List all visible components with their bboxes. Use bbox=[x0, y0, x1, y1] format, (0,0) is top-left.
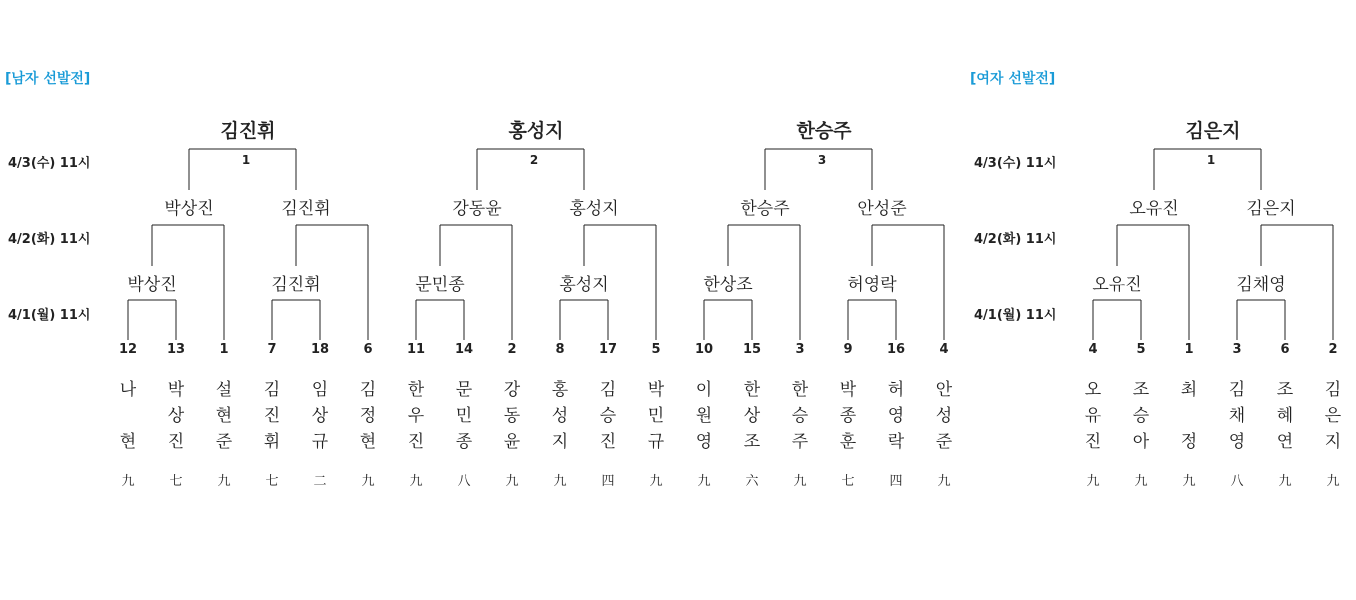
player-seed: 18 bbox=[310, 342, 330, 357]
player-name: 한 상 조 bbox=[743, 380, 761, 452]
men-section-label: [남자 선발전] bbox=[5, 71, 91, 87]
player-seed: 12 bbox=[118, 342, 138, 357]
player-name: 박 상 진 bbox=[167, 380, 185, 452]
player-name: 한 우 진 bbox=[407, 380, 425, 452]
player-seed: 1 bbox=[1184, 342, 1194, 357]
player-seed: 1 bbox=[219, 342, 229, 357]
women-date-semi: 4/2(화) 11시 bbox=[974, 232, 1057, 247]
player-name: 홍 성 지 bbox=[551, 380, 569, 452]
qf-left-label: 박상진 bbox=[127, 275, 177, 295]
player-name: 김 은 지 bbox=[1324, 380, 1342, 452]
qf-right-label: 김진휘 bbox=[271, 275, 321, 295]
qf-right-label: 허영락 bbox=[847, 275, 897, 295]
player-name: 허 영 락 bbox=[887, 380, 905, 452]
player-name: 이 원 영 bbox=[695, 380, 713, 452]
player-name: 설 현 준 bbox=[215, 380, 233, 452]
semi-left-label: 강동윤 bbox=[452, 199, 502, 219]
player-rank: 九 bbox=[1134, 474, 1148, 489]
player-rank: 九 bbox=[1086, 474, 1100, 489]
match-number: 1 bbox=[241, 153, 251, 167]
bracket-winner: 김진휘 bbox=[220, 120, 276, 142]
semi-right-label: 홍성지 bbox=[569, 199, 619, 219]
player-name: 박 민 규 bbox=[647, 380, 665, 452]
player-rank: 九 bbox=[697, 474, 711, 489]
player-rank: 九 bbox=[937, 474, 951, 489]
semi-left-label: 오유진 bbox=[1129, 199, 1179, 219]
player-name: 김 정 현 bbox=[359, 380, 377, 452]
player-rank: 六 bbox=[745, 474, 759, 489]
player-seed: 5 bbox=[651, 342, 661, 357]
qf-right-label: 김채영 bbox=[1236, 275, 1286, 295]
bracket-winner: 홍성지 bbox=[508, 120, 564, 142]
player-rank: 九 bbox=[793, 474, 807, 489]
player-rank: 七 bbox=[169, 474, 183, 489]
player-rank: 九 bbox=[217, 474, 231, 489]
player-seed: 4 bbox=[939, 342, 949, 357]
player-name: 강 동 윤 bbox=[503, 380, 521, 452]
player-seed: 2 bbox=[1328, 342, 1338, 357]
bracket-winner: 한승주 bbox=[796, 120, 852, 142]
player-seed: 3 bbox=[1232, 342, 1242, 357]
bracket-winner: 김은지 bbox=[1185, 120, 1241, 142]
player-rank: 八 bbox=[1230, 474, 1244, 489]
men-date-semi: 4/2(화) 11시 bbox=[8, 232, 91, 247]
player-name: 박 종 훈 bbox=[839, 380, 857, 452]
qf-left-label: 한상조 bbox=[703, 275, 753, 295]
player-rank: 九 bbox=[1182, 474, 1196, 489]
women-section-label: [여자 선발전] bbox=[970, 71, 1056, 87]
men-date-first: 4/1(월) 11시 bbox=[8, 308, 91, 323]
player-name: 김 승 진 bbox=[599, 380, 617, 452]
player-name: 조 승 아 bbox=[1132, 380, 1150, 452]
semi-left-label: 박상진 bbox=[164, 199, 214, 219]
semi-left-label: 한승주 bbox=[740, 199, 790, 219]
semi-right-label: 김진휘 bbox=[281, 199, 331, 219]
semi-right-label: 안성준 bbox=[857, 199, 907, 219]
player-seed: 16 bbox=[886, 342, 906, 357]
player-rank: 八 bbox=[457, 474, 471, 489]
match-number: 2 bbox=[529, 153, 539, 167]
player-seed: 15 bbox=[742, 342, 762, 357]
player-rank: 四 bbox=[889, 474, 903, 489]
men-date-final: 4/3(수) 11시 bbox=[8, 156, 91, 171]
player-rank: 九 bbox=[1326, 474, 1340, 489]
player-seed: 3 bbox=[795, 342, 805, 357]
player-rank: 九 bbox=[361, 474, 375, 489]
player-rank: 九 bbox=[409, 474, 423, 489]
player-seed: 5 bbox=[1136, 342, 1146, 357]
player-name: 조 혜 연 bbox=[1276, 380, 1294, 452]
match-number: 1 bbox=[1206, 153, 1216, 167]
player-seed: 6 bbox=[363, 342, 373, 357]
player-seed: 7 bbox=[267, 342, 277, 357]
player-seed: 14 bbox=[454, 342, 474, 357]
player-seed: 2 bbox=[507, 342, 517, 357]
player-name: 임 상 규 bbox=[311, 380, 329, 452]
player-rank: 九 bbox=[505, 474, 519, 489]
player-rank: 二 bbox=[313, 474, 327, 489]
player-rank: 九 bbox=[649, 474, 663, 489]
qf-left-label: 문민종 bbox=[415, 275, 465, 295]
player-seed: 4 bbox=[1088, 342, 1098, 357]
player-rank: 九 bbox=[553, 474, 567, 489]
player-name: 한 승 주 bbox=[791, 380, 809, 452]
player-rank: 七 bbox=[265, 474, 279, 489]
player-name: 오 유 진 bbox=[1084, 380, 1102, 452]
player-rank: 七 bbox=[841, 474, 855, 489]
player-name: 김 채 영 bbox=[1228, 380, 1246, 452]
player-seed: 11 bbox=[406, 342, 426, 357]
player-seed: 9 bbox=[843, 342, 853, 357]
women-date-final: 4/3(수) 11시 bbox=[974, 156, 1057, 171]
player-rank: 九 bbox=[121, 474, 135, 489]
qf-left-label: 오유진 bbox=[1092, 275, 1142, 295]
player-seed: 17 bbox=[598, 342, 618, 357]
player-seed: 6 bbox=[1280, 342, 1290, 357]
player-name: 나 현 bbox=[119, 380, 137, 452]
player-name: 문 민 종 bbox=[455, 380, 473, 452]
player-name: 최 정 bbox=[1180, 380, 1198, 452]
player-rank: 九 bbox=[1278, 474, 1292, 489]
player-seed: 8 bbox=[555, 342, 565, 357]
women-date-first: 4/1(월) 11시 bbox=[974, 308, 1057, 323]
player-name: 안 성 준 bbox=[935, 380, 953, 452]
match-number: 3 bbox=[817, 153, 827, 167]
player-seed: 10 bbox=[694, 342, 714, 357]
player-name: 김 진 휘 bbox=[263, 380, 281, 452]
player-seed: 13 bbox=[166, 342, 186, 357]
qf-right-label: 홍성지 bbox=[559, 275, 609, 295]
player-rank: 四 bbox=[601, 474, 615, 489]
semi-right-label: 김은지 bbox=[1246, 199, 1296, 219]
